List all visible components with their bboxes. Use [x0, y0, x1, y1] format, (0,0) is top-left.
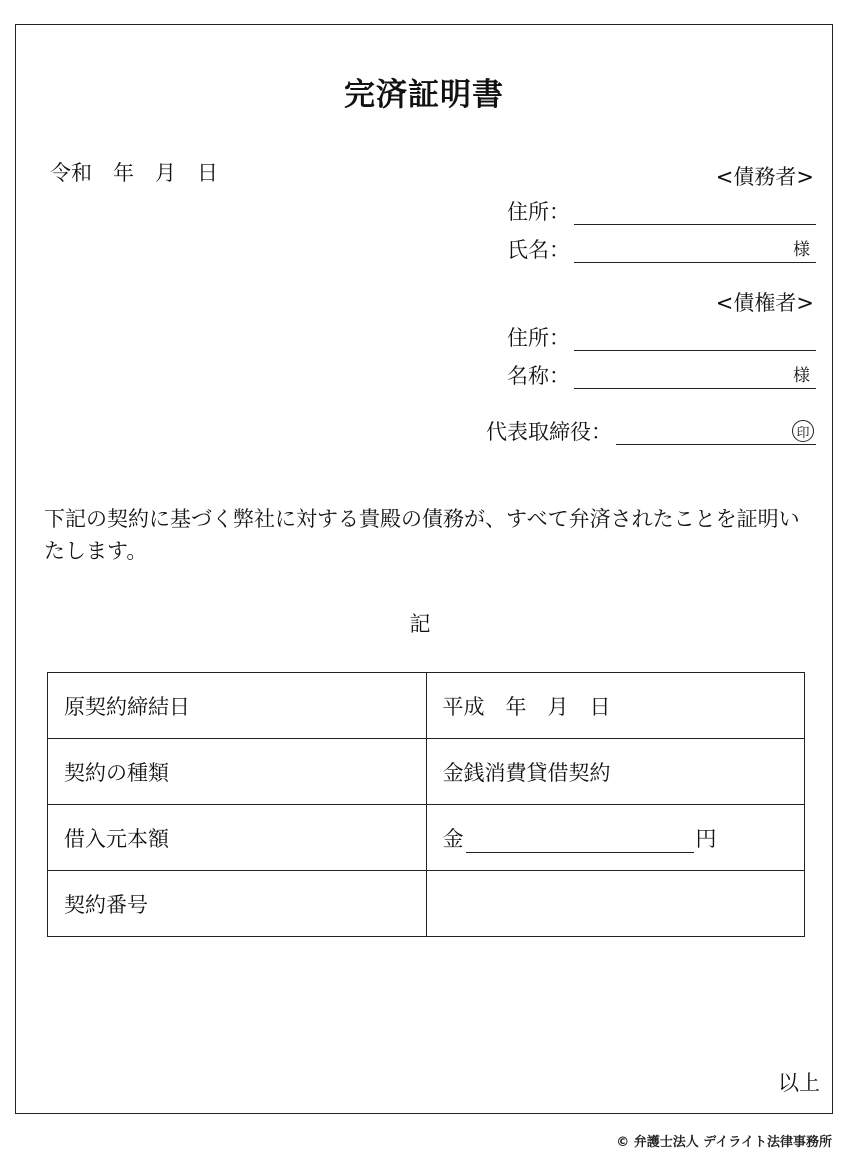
row-label: 契約番号 — [48, 871, 427, 937]
creditor-address-line — [574, 324, 816, 351]
amount-suffix: 円 — [695, 826, 717, 851]
debtor-honorific: 様 — [793, 240, 810, 260]
row-label: 原契約締結日 — [48, 673, 427, 739]
ki-heading: 記 — [409, 612, 431, 636]
amount-line — [466, 830, 694, 853]
debtor-name-line — [574, 236, 816, 263]
creditor-name-field — [507, 359, 816, 389]
row-value — [426, 871, 805, 937]
debtor-name-field — [507, 233, 816, 263]
seal-icon: 印 — [792, 420, 814, 442]
table-row — [48, 805, 805, 871]
representative-label: 代表取締役： — [486, 420, 612, 444]
document-title: 完済証明書 — [344, 77, 504, 113]
row-label: 契約の種類 — [48, 739, 427, 805]
debtor-heading: <債務者> — [715, 165, 814, 189]
table-row — [48, 673, 805, 739]
table-row — [48, 871, 805, 937]
amount-prefix: 金 — [442, 826, 464, 851]
creditor-address-label: 住所： — [507, 326, 570, 350]
creditor-address-field — [507, 321, 816, 351]
copyright-footer: © 弁護士法人 デイライト法律事務所 — [616, 1135, 832, 1150]
row-value: 金銭消費貸借契約 — [426, 739, 805, 805]
creditor-honorific: 様 — [793, 366, 810, 386]
representative-line — [616, 418, 816, 445]
creditor-name-label: 名称： — [507, 364, 570, 388]
certification-statement: 下記の契約に基づく弊社に対する貴殿の債務が、すべて弁済されたことを証明いたします。 — [44, 507, 800, 563]
debtor-address-field — [507, 195, 816, 225]
closing-text: 以上 — [778, 1071, 820, 1095]
issue-date: 令和 年 月 日 — [50, 161, 218, 185]
debtor-name-label: 氏名： — [507, 238, 570, 262]
amount-field — [443, 823, 717, 853]
row-label: 借入元本額 — [48, 805, 427, 871]
debtor-address-label: 住所： — [507, 200, 570, 224]
representative-field — [486, 415, 816, 445]
document-page — [15, 24, 833, 1114]
row-value — [426, 805, 805, 871]
table-row — [48, 739, 805, 805]
row-value: 平成 年 月 日 — [426, 673, 805, 739]
creditor-heading: <債権者> — [715, 291, 814, 315]
contract-details-table — [47, 672, 805, 937]
debtor-address-line — [574, 198, 816, 225]
creditor-name-line — [574, 362, 816, 389]
